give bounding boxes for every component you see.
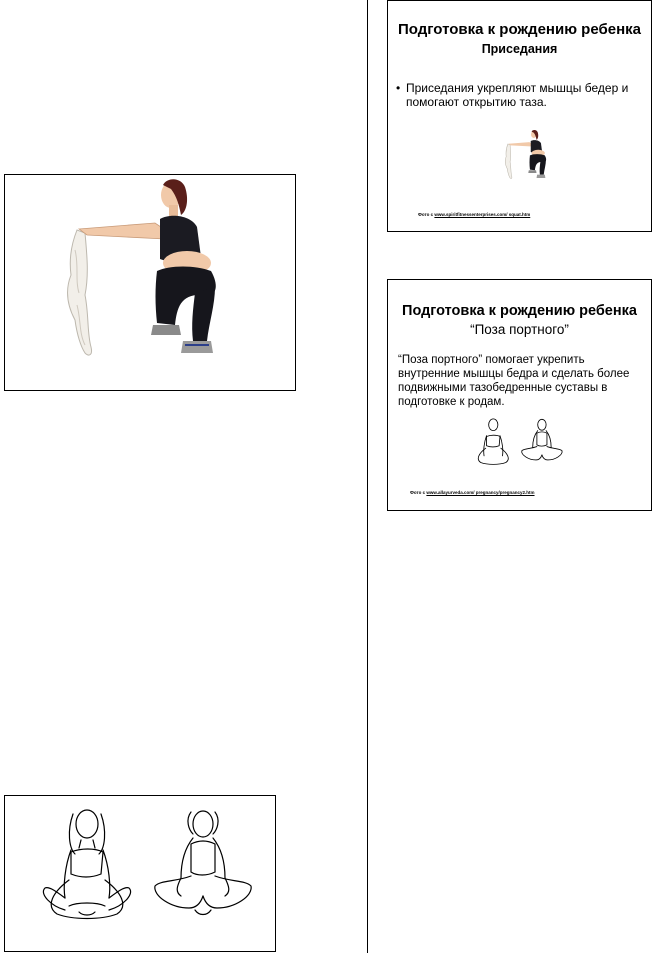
photo-credit <box>410 490 535 495</box>
credit-link[interactable]: www.allayurveda.com/ pregnancy/pregnancy2.htm <box>426 490 535 495</box>
tailor-pose-drawing <box>5 796 275 951</box>
column-divider <box>367 0 368 953</box>
photo-credit <box>418 212 530 217</box>
slide-title: Подготовка к рождению ребенка <box>402 303 637 319</box>
tailor-pose-thumbnail <box>443 413 588 478</box>
slide-title: Подготовка к рождению ребенка <box>397 21 642 38</box>
slide-tailor-pose <box>387 279 652 511</box>
tailor-pose-frame <box>4 795 276 952</box>
slide-squats <box>387 0 652 232</box>
bullet-text: Приседания укрепляют мышцы бедер и помогают открытию таза. <box>406 81 629 109</box>
bullet-marker: • <box>396 81 401 95</box>
body-text: “Поза портного” помогает укрепить внутренние мышцы бедра и сделать более подвижными тазобедренные суставы в подготовке к родам. <box>398 354 630 408</box>
credit-link[interactable]: www.spiritfitnessenterprises.com/ squat.htm <box>434 212 531 217</box>
squat-photo-frame <box>4 174 296 391</box>
squat-thumbnail <box>488 121 568 196</box>
credit-prefix: Фото с <box>418 212 434 217</box>
slide-subtitle: Приседания <box>481 42 558 56</box>
squat-figure-image <box>5 175 295 390</box>
slide-subtitle: “Поза портного” <box>470 322 569 337</box>
credit-prefix: Фото с <box>410 490 426 495</box>
